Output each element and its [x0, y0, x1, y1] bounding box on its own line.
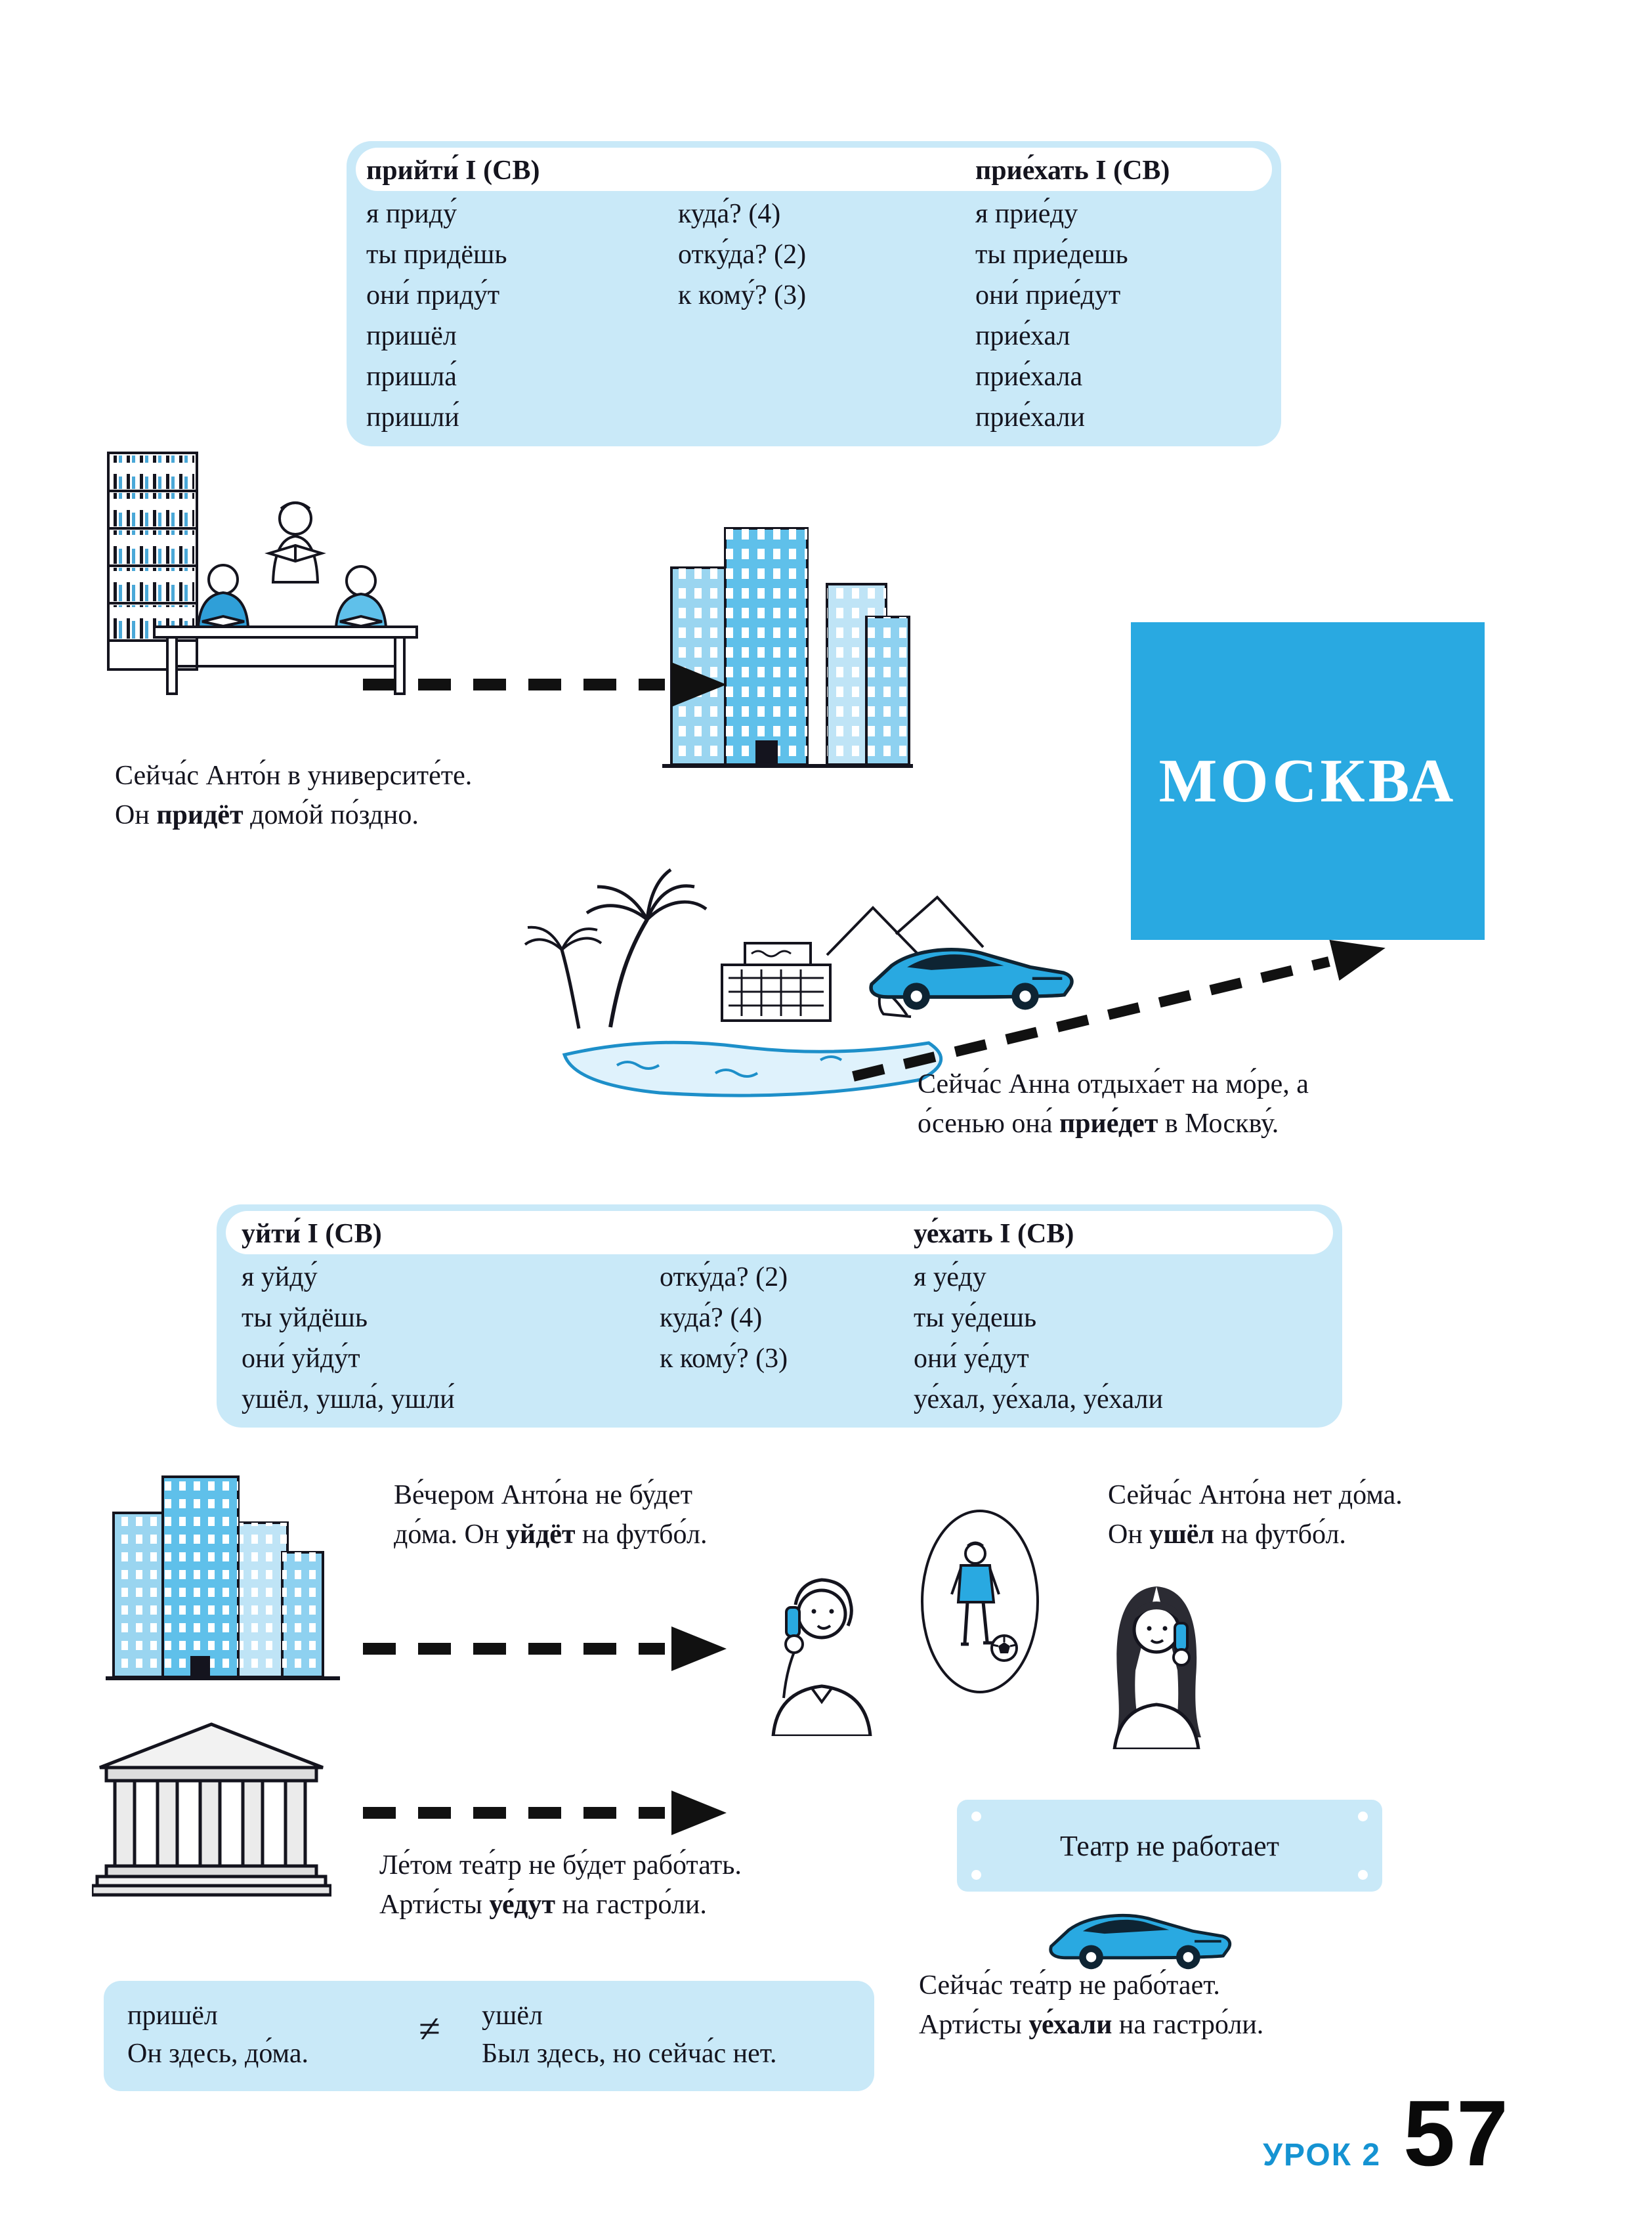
verb-table-prijti-priehat: [347, 141, 1281, 446]
compare-word: пришёл: [127, 2001, 218, 2031]
sports-car-icon: [1044, 1897, 1234, 1973]
seated-reader-icon: [336, 566, 386, 627]
theater-building-illustration: [92, 1716, 331, 1907]
page-number: 57: [1403, 2081, 1510, 2186]
column-prijti: [366, 150, 540, 438]
verb-form: я уе́ду: [914, 1262, 986, 1292]
caption-line: [115, 795, 472, 835]
compare-desc: Был здесь, но сейча́с нет.: [482, 2039, 777, 2069]
caption-theater-future: [379, 1846, 742, 1924]
caption-line: Сейча́с Анна отдыха́ет на мо́ре, а: [918, 1069, 1309, 1099]
verb-form: я прие́ду: [975, 199, 1078, 229]
question-word: к кому́? (3): [660, 1344, 788, 1374]
dashed-arrow-right-icon: [358, 658, 738, 711]
question-word: куда́? (4): [660, 1303, 763, 1333]
caption-text: в Москву́.: [1158, 1109, 1279, 1139]
caption-keyword: придёт: [156, 800, 244, 830]
verb-form: уе́хал, уе́хала, уе́хали: [914, 1384, 1163, 1414]
corner-dot-icon: [971, 1812, 981, 1821]
man-on-phone-illustration: [748, 1565, 893, 1736]
theater-closed-sign: [957, 1800, 1382, 1892]
soccer-ball-icon: [992, 1636, 1017, 1661]
caption-text: на футбо́л.: [1214, 1519, 1346, 1550]
verb-form: ты уйдёшь: [242, 1303, 368, 1333]
theater-sign-label: Театр не работает: [1060, 1829, 1279, 1862]
column-questions: [678, 194, 806, 316]
verb-form: они́ приду́т: [366, 280, 500, 310]
phone-icon: [786, 1607, 799, 1636]
caption-text: домо́й по́здно.: [243, 800, 419, 830]
caption-text: Арти́сты: [379, 1890, 490, 1920]
caption-keyword: прие́дет: [1059, 1109, 1158, 1139]
caption-line: Ле́том теа́тр не бу́дет рабо́тать.: [379, 1850, 742, 1880]
city-buildings-illustration: [660, 505, 916, 778]
caption-text: на гастро́ли.: [555, 1890, 707, 1920]
caption-keyword: уе́дут: [489, 1890, 556, 1920]
page-footer: [1263, 2081, 1510, 2186]
palm-tree-icon: [525, 927, 601, 1029]
verb-header: прийти́ I (СВ): [366, 156, 540, 186]
verb-header: уе́хать I (СВ): [914, 1219, 1074, 1249]
verb-form: прие́хал: [975, 321, 1070, 351]
caption-text: на футбо́л.: [575, 1519, 708, 1550]
verb-form: ты придёшь: [366, 240, 507, 270]
seated-reader-icon: [198, 565, 248, 627]
verb-form: прие́хала: [975, 362, 1083, 392]
column-ujti: [242, 1214, 455, 1420]
compare-right: [482, 1997, 776, 2073]
compare-word: ушёл: [482, 2001, 543, 2031]
caption-football-future: [394, 1475, 707, 1554]
caption-line: [1108, 1515, 1403, 1554]
verb-form: прие́хали: [975, 402, 1085, 433]
lesson-label: УРОК 2: [1263, 2138, 1382, 2173]
verb-form: я уйду́: [242, 1262, 318, 1292]
verb-form: пришли́: [366, 402, 459, 433]
column-uehat: [914, 1214, 1163, 1420]
verb-header: прие́хать I (СВ): [975, 156, 1170, 186]
dashed-arrow-to-moscow-icon: [843, 889, 1421, 1093]
question-word: отку́да? (2): [660, 1262, 788, 1292]
verb-form: они́ прие́дут: [975, 280, 1121, 310]
football-player-oval-illustration: [918, 1506, 1042, 1697]
caption-text: о́сенью она́: [918, 1109, 1059, 1139]
caption-text: Он: [1108, 1519, 1150, 1550]
question-word: отку́да? (2): [678, 240, 807, 270]
caption-keyword: уйдёт: [505, 1519, 576, 1550]
palm-tree-icon: [587, 870, 706, 1027]
caption-line: Сейча́с теа́тр не рабо́тает.: [919, 1970, 1220, 2001]
caption-anna: [918, 1065, 1309, 1143]
corner-dot-icon: [971, 1870, 981, 1880]
question-word: куда́? (4): [678, 199, 781, 229]
caption-keyword: ушёл: [1149, 1519, 1214, 1550]
caption-line: [379, 1885, 742, 1924]
caption-football-now: [1108, 1475, 1403, 1554]
verb-form: пришла́: [366, 362, 457, 392]
question-word: к кому́? (3): [678, 280, 807, 310]
caption-line: Сейча́с Анто́н в университе́те.: [115, 761, 473, 791]
column-priehat: [975, 150, 1170, 438]
woman-on-phone-illustration: [1083, 1572, 1227, 1749]
verb-header: уйти́ I (СВ): [242, 1219, 382, 1249]
caption-line: [394, 1515, 707, 1554]
city-buildings-illustration: [104, 1460, 345, 1684]
standing-reader-icon: [269, 503, 322, 582]
caption-theater-now: [919, 1966, 1263, 2045]
caption-text: на гастро́ли.: [1112, 2010, 1264, 2040]
phone-icon: [1175, 1623, 1187, 1651]
compare-desc: Он здесь, до́ма.: [127, 2039, 308, 2069]
verb-form: ты прие́дешь: [975, 240, 1128, 270]
caption-anton: [115, 756, 472, 835]
corner-dot-icon: [1358, 1812, 1368, 1821]
verb-form: ты уе́дешь: [914, 1303, 1037, 1333]
caption-line: Сейча́с Анто́на нет до́ма.: [1108, 1480, 1403, 1510]
caption-line: [918, 1104, 1309, 1143]
caption-text: до́ма. Он: [394, 1519, 506, 1550]
verb-form: они́ уйду́т: [242, 1344, 360, 1374]
verb-form: ушёл, ушла́, ушли́: [242, 1384, 455, 1414]
caption-text: Арти́сты: [919, 2010, 1029, 2040]
dashed-arrow-right-icon: [358, 1623, 738, 1675]
corner-dot-icon: [1358, 1870, 1368, 1880]
caption-keyword: уе́хали: [1028, 2010, 1112, 2040]
compare-box: [104, 1981, 874, 2091]
verb-table-ujti-uehat: [217, 1204, 1342, 1428]
dashed-arrow-right-icon: [358, 1787, 738, 1839]
moscow-label: МОСКВА: [1158, 747, 1457, 815]
verb-form: пришёл: [366, 321, 457, 351]
caption-text: Он: [115, 800, 157, 830]
verb-form: они́ уе́дут: [914, 1344, 1029, 1374]
hotel-icon: [722, 943, 830, 1021]
caption-line: [919, 2005, 1263, 2045]
compare-left: [127, 1997, 308, 2073]
verb-form: я приду́: [366, 199, 457, 229]
not-equal-icon: ≠: [419, 2007, 440, 2050]
caption-line: Ве́чером Анто́на не бу́дет: [394, 1480, 692, 1510]
column-questions: [660, 1257, 788, 1379]
